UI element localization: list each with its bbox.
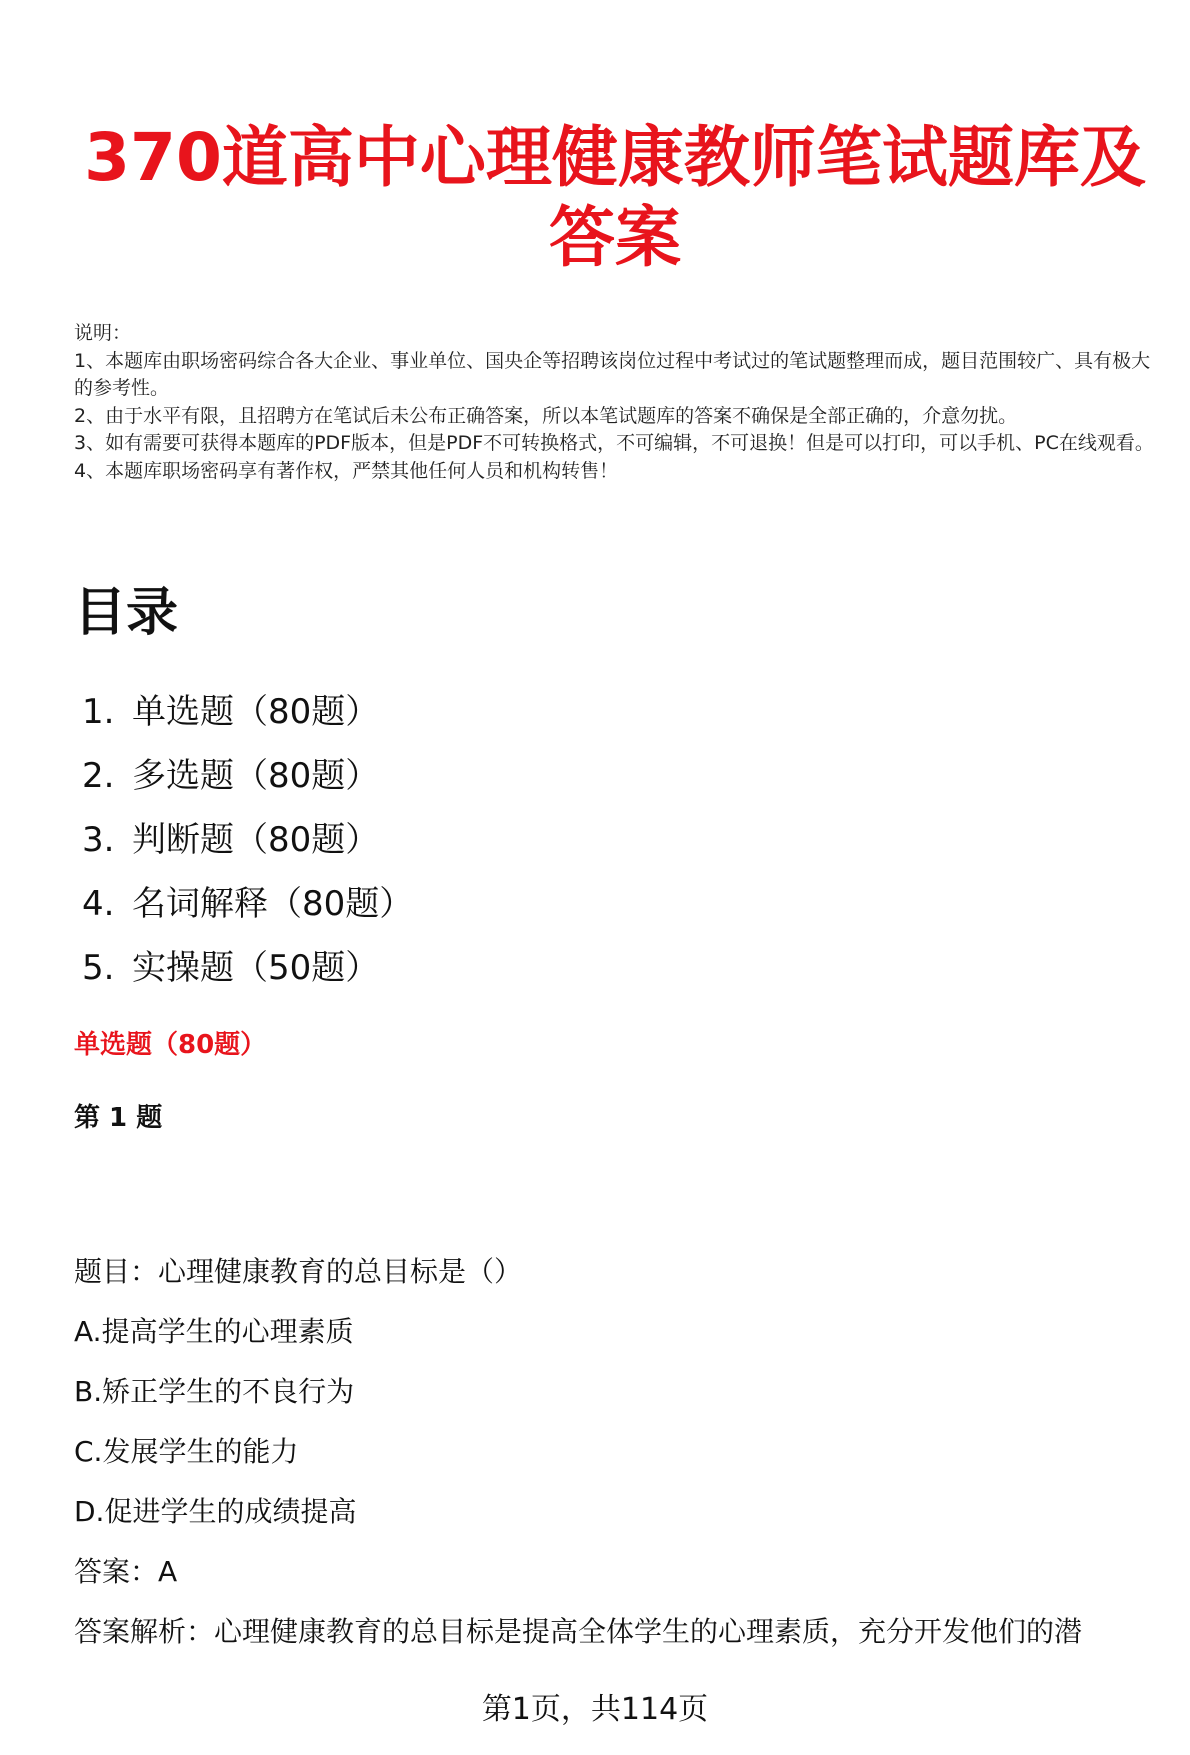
note-item: 4、本题库职场密码享有著作权，严禁其他任何人员和机构转售！: [74, 459, 619, 482]
document-title: 370道高中心理健康教师笔试题库及答案: [84, 119, 1146, 276]
toc-item-number: 2.: [82, 756, 115, 796]
toc-item[interactable]: [82, 936, 413, 1000]
toc-item-number: 5.: [82, 948, 115, 988]
toc-item-label: 实操题（50题）: [132, 948, 380, 988]
toc-item[interactable]: [82, 680, 413, 744]
question-stem: 题目：心理健康教育的总目标是（）: [74, 1255, 523, 1288]
question-answer: 答案：A: [74, 1555, 178, 1588]
question-option: A.提高学生的心理素质: [74, 1315, 354, 1348]
toc-item-number: 3.: [82, 820, 115, 860]
toc-item-label: 名词解释（80题）: [132, 884, 414, 924]
toc-item[interactable]: [82, 744, 413, 808]
question-option: D.促进学生的成绩提高: [74, 1495, 357, 1528]
toc-item[interactable]: [82, 808, 413, 872]
question-option: B.矫正学生的不良行为: [74, 1375, 355, 1408]
toc-item-number: 1.: [82, 692, 115, 732]
notes-block: [74, 320, 1154, 485]
notes-heading: 说明：: [74, 322, 132, 344]
question-number: 第 1 题: [74, 1103, 163, 1133]
table-of-contents: [82, 680, 413, 1000]
toc-item[interactable]: [82, 872, 413, 936]
toc-heading: 目录: [74, 583, 179, 643]
toc-item-label: 单选题（80题）: [132, 692, 380, 732]
toc-item-label: 多选题（80题）: [132, 756, 380, 796]
note-item: 2、由于水平有限，且招聘方在笔试后未公布正确答案，所以本笔试题库的答案不确保是全部正确的，介意勿扰。: [74, 404, 1018, 427]
toc-item-label: 判断题（80题）: [132, 820, 380, 860]
question-analysis: 答案解析：心理健康教育的总目标是提高全体学生的心理素质，充分开发他们的潜: [74, 1615, 1083, 1648]
note-item: 3、如有需要可获得本题库的PDF版本，但是PDF不可转换格式，不可编辑，不可退换！但是可以打印，可以手机、PC在线观看。: [74, 432, 1154, 454]
note-item: 1、本题库由职场密码综合各大企业、事业单位、国央企等招聘该岗位过程中考试过的笔试题整理而成，题目范围较广、具有极大的参考性。: [74, 349, 1151, 399]
page-footer: 第1页，共114页: [481, 1692, 709, 1727]
toc-item-number: 4.: [82, 884, 115, 924]
question-body: [74, 1242, 1164, 1662]
section-title: 单选题（80题）: [74, 1030, 267, 1060]
question-option: C.发展学生的能力: [74, 1435, 299, 1468]
